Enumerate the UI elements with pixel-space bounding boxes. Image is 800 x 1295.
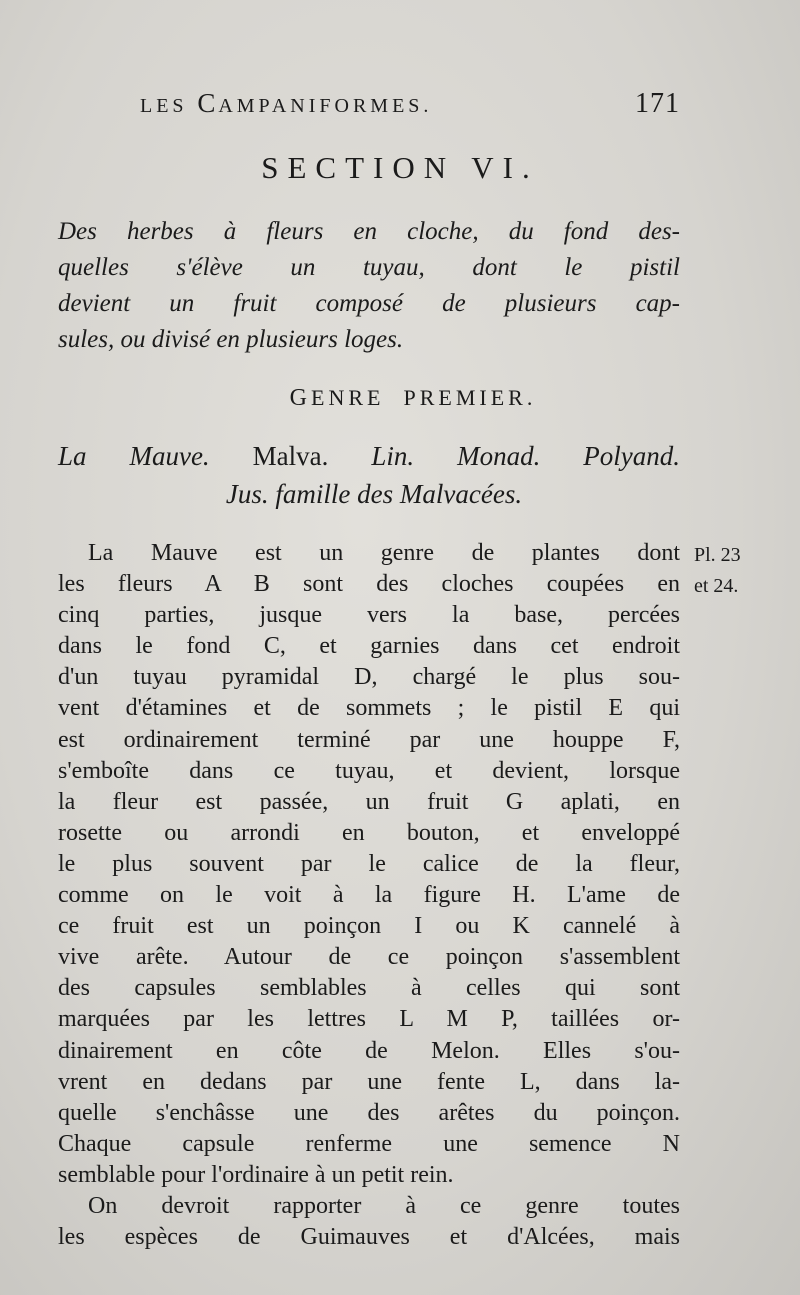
genre-heading <box>0 385 800 412</box>
genre-name-line-2 <box>58 475 680 513</box>
section-subtitle <box>58 214 680 358</box>
genre-name-line-1 <box>58 437 680 475</box>
genre-heading-word: ENRE <box>311 385 385 410</box>
body-line: cinq parties, jusque vers la base, percées <box>58 602 680 629</box>
running-head-rest: AMPANIFORMES. <box>218 95 433 117</box>
body-line: semblable pour l'ordinaire à un petit rein. <box>58 1161 454 1188</box>
body-line: marquées par les lettres L M P, taillées or- <box>58 1006 680 1033</box>
body-line: Chaque capsule renferme une semence N <box>58 1130 680 1157</box>
genre-latin-name: Malva. <box>252 441 329 471</box>
running-head <box>140 88 680 119</box>
body-line: d'un tuyau pyramidal D, chargé le plus sou- <box>58 664 680 691</box>
body-line: rosette ou arrondi en bouton, et enveloppé <box>58 819 680 846</box>
running-head-initial: C <box>197 88 219 118</box>
genre-french-name: La Mauve. <box>58 441 210 471</box>
body-line: le plus souvent par le calice de la fleur, <box>58 850 680 877</box>
body-line: s'emboîte dans ce tuyau, et devient, lorsque <box>58 757 680 784</box>
body-line: est ordinairement terminé par une houppe F, <box>58 726 680 753</box>
section-title: SECTION VI. <box>261 150 539 185</box>
subtitle-line: devient un fruit composé de plusieurs cap- <box>58 290 680 317</box>
body-line: On devroit rapporter à ce genre toutes <box>88 1192 680 1219</box>
body-line: quelle s'enchâsse une des arêtes du poinçon. <box>58 1099 680 1126</box>
genre-name <box>58 437 680 513</box>
plate-reference <box>694 540 794 602</box>
subtitle-line: quelles s'élève un tuyau, dont le pistil <box>58 254 680 281</box>
genre-linnaean-class: Lin. Monad. Polyand. <box>371 441 681 471</box>
body-line: vive arête. Autour de ce poinçon s'assemblent <box>58 944 680 971</box>
plate-reference-line-1: Pl. 23 <box>694 544 741 566</box>
subtitle-line: sules, ou divisé en plusieurs loges. <box>58 326 404 353</box>
body-line: vent d'étamines et de sommets ; le pistil E qui <box>58 695 680 722</box>
genre-jussieu-family: Jus. famille des Malvacées. <box>225 479 523 509</box>
body-line: ce fruit est un poinçon I ou K cannelé à <box>58 913 680 940</box>
body-text <box>58 538 680 1253</box>
body-line: dans le fond C, et garnies dans cet endroit <box>58 633 680 660</box>
running-head-les: LES <box>140 95 188 117</box>
plate-reference-line-2: et 24. <box>694 575 739 597</box>
subtitle-line: Des herbes à fleurs en cloche, du fond des- <box>58 218 680 245</box>
body-line: la fleur est passée, un fruit G aplati, en <box>58 788 680 815</box>
body-line: La Mauve est un genre de plantes dont <box>88 540 680 566</box>
body-line: comme on le voit à la figure H. L'ame de <box>58 882 680 909</box>
body-line: dinairement en côte de Melon. Elles s'ou- <box>58 1037 680 1064</box>
page-number: 171 <box>635 88 680 119</box>
body-line: les fleurs A B sont des cloches coupées en <box>58 571 680 598</box>
body-line: des capsules semblables à celles qui sont <box>58 975 680 1002</box>
genre-heading-number: PREMIER. <box>403 385 537 410</box>
body-line: vrent en dedans par une fente L, dans la- <box>58 1068 680 1095</box>
genre-heading-initial: G <box>289 385 312 411</box>
body-line: les espèces de Guimauves et d'Alcées, mais <box>58 1224 680 1251</box>
